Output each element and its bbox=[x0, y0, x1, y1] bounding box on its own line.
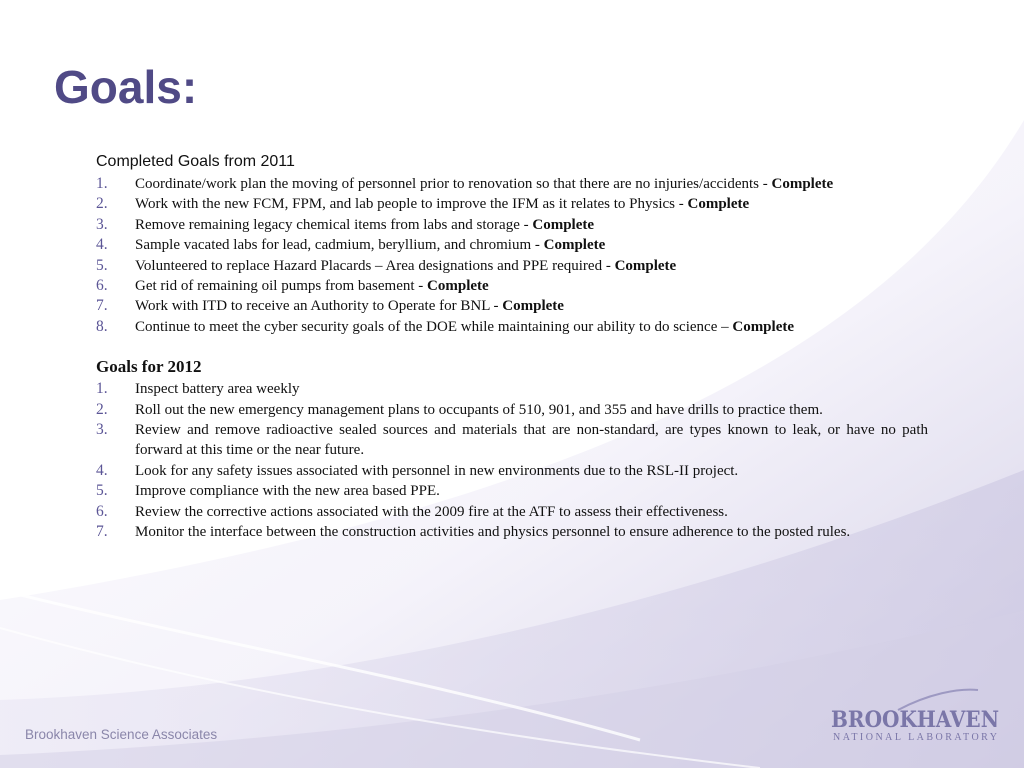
list-item-text: Work with ITD to receive an Authority to Operate for BNL - bbox=[135, 298, 503, 315]
list-item bbox=[96, 174, 928, 194]
list-item bbox=[96, 379, 928, 399]
list-item bbox=[96, 256, 928, 276]
list-item-text: Sample vacated labs for lead, cadmium, beryllium, and chromium - bbox=[135, 237, 544, 254]
list-item bbox=[96, 296, 928, 316]
list-number: 4. bbox=[96, 236, 108, 254]
list-item-text: Monitor the interface between the construction activities and physics personnel to ensure adherence to the posted rules. bbox=[135, 524, 851, 541]
status-label: Complete bbox=[614, 257, 677, 274]
list-item-text: Review and remove radioactive sealed sources and materials that are non-standard, are types known to leak, or have no path forward at this time or the near future. bbox=[135, 422, 928, 459]
goals-2012-list bbox=[96, 379, 928, 542]
list-number: 6. bbox=[96, 502, 108, 520]
list-number: 1. bbox=[96, 175, 108, 192]
list-item bbox=[96, 235, 928, 255]
list-item-text: Volunteered to replace Hazard Placards – Area designations and PPE required - bbox=[135, 257, 615, 274]
list-item bbox=[96, 522, 928, 542]
list-number: 6. bbox=[96, 277, 108, 295]
list-number: 5. bbox=[96, 482, 108, 500]
list-item bbox=[96, 502, 928, 522]
list-item bbox=[96, 215, 928, 235]
list-number: 7. bbox=[96, 523, 108, 541]
list-number: 8. bbox=[96, 317, 108, 335]
logo-main-text: BROOKHAVEN bbox=[831, 707, 999, 733]
list-item bbox=[96, 420, 928, 461]
list-number: 2. bbox=[96, 400, 108, 418]
logo-sub-text: NATIONAL LABORATORY bbox=[833, 732, 997, 743]
status-label: Complete bbox=[427, 278, 489, 295]
completed-goals-heading: Completed Goals from 2011 bbox=[96, 153, 295, 170]
list-item bbox=[96, 400, 928, 420]
list-item-text: Look for any safety issues associated with personnel in new environments due to the RSL-II project. bbox=[135, 462, 739, 479]
status-label: Complete bbox=[502, 298, 564, 315]
list-item-text: Work with the new FCM, FPM, and lab people to improve the IFM as it relates to Physics - bbox=[135, 196, 688, 213]
completed-goals-list bbox=[96, 174, 928, 337]
slide-content bbox=[96, 152, 928, 543]
list-number: 1. bbox=[96, 380, 108, 398]
goals-2012-heading: Goals for 2012 bbox=[96, 357, 202, 377]
list-item bbox=[96, 317, 928, 337]
list-item bbox=[96, 461, 928, 481]
list-item-text: Remove remaining legacy chemical items from labs and storage - bbox=[135, 216, 533, 233]
list-item-text: Review the corrective actions associated with the 2009 fire at the ATF to assess their effectiveness. bbox=[135, 503, 728, 520]
slide-title: Goals: bbox=[54, 61, 198, 113]
list-item bbox=[96, 276, 928, 296]
list-number: 3. bbox=[96, 421, 108, 439]
list-item-text: Improve compliance with the new area based PPE. bbox=[135, 483, 440, 500]
status-label: Complete bbox=[687, 196, 750, 213]
list-item-text: Inspect battery area weekly bbox=[135, 381, 300, 398]
list-number: 2. bbox=[96, 195, 108, 213]
list-number: 5. bbox=[96, 256, 108, 274]
list-item-text: Continue to meet the cyber security goals of the DOE while maintaining our ability to do science – bbox=[135, 318, 733, 335]
list-number: 3. bbox=[96, 215, 108, 233]
brookhaven-logo bbox=[828, 686, 1006, 748]
status-label: Complete bbox=[732, 318, 795, 335]
list-item bbox=[96, 481, 928, 501]
status-label: Complete bbox=[771, 176, 834, 192]
list-item-text: Get rid of remaining oil pumps from basement - bbox=[135, 278, 428, 295]
logo-graphic bbox=[828, 686, 1006, 748]
status-label: Complete bbox=[532, 216, 595, 233]
list-item-text: Roll out the new emergency management plans to occupants of 510, 901, and 355 and have drills to practice them. bbox=[135, 401, 823, 418]
list-item-text: Coordinate/work plan the moving of personnel prior to renovation so that there are no injuries/accidents - bbox=[135, 176, 772, 192]
list-number: 7. bbox=[96, 297, 108, 315]
list-item bbox=[96, 194, 928, 214]
status-label: Complete bbox=[543, 237, 606, 254]
footer-org-name: Brookhaven Science Associates bbox=[25, 727, 218, 742]
list-number: 4. bbox=[96, 461, 108, 479]
